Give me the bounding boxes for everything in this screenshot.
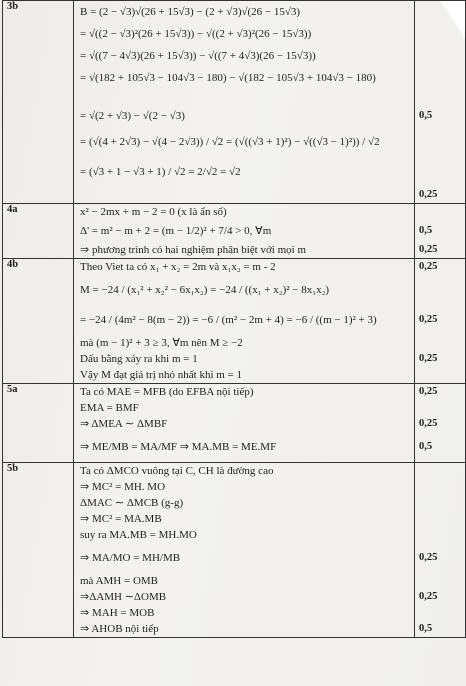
- solution-line: Theo Viet ta có x₁ + x₂ = 2m và x₁x₂ = m - 2: [80, 261, 276, 273]
- row-3b: [3, 1, 466, 204]
- row-4a: [3, 204, 466, 259]
- score-cell: [415, 384, 466, 463]
- solution-line: Ta có ΔMCO vuông tại C, CH là đường cao: [80, 465, 274, 477]
- score-value: 0,25: [419, 314, 438, 325]
- solution-line: [74, 187, 414, 203]
- solution-line: EMA = BMF: [80, 402, 139, 414]
- score-cell: [415, 1, 466, 204]
- solution-line: = √((7 − 4√3)(26 + 15√3)) − √((7 + 4√3)(26 − 15√3)): [80, 50, 316, 62]
- solution-line: suy ra MA.MB = MH.MO: [80, 529, 197, 541]
- solution-line: x² − 2mx + m − 2 = 0 (x là ẩn số): [80, 206, 227, 218]
- row-5a: [3, 384, 466, 463]
- solution-line: = (√3 + 1 − √3 + 1) / √2 = 2/√2 = √2: [80, 166, 241, 178]
- score-cell: [415, 204, 466, 259]
- score-value: [415, 463, 465, 479]
- score-value: [415, 275, 465, 305]
- solution-table: [2, 0, 466, 638]
- solution-line: = √(2 + √3) − √(2 − √3): [80, 110, 185, 122]
- question-label: 4b: [3, 259, 74, 384]
- question-label: 3b: [3, 1, 74, 204]
- solution-line: M = −24 / (x₁² + x₂² − 6x₁x₂) = −24 / ((x₁ + x₂)² − 8x₁x₂): [80, 284, 330, 296]
- score-value: [415, 127, 465, 157]
- solution-line: = √(182 + 105√3 − 104√3 − 180) − √(182 − 105√3 + 104√3 − 180): [80, 72, 376, 84]
- solution-line: mà AMH = OMB: [80, 575, 159, 587]
- solution-cell: [74, 204, 415, 259]
- question-label: 5b: [3, 463, 74, 638]
- solution-line: B = (2 − √3)√(26 + 15√3) − (2 + √3)√(26 − 15√3): [80, 6, 301, 18]
- solution-cell: [74, 463, 415, 638]
- solution-line: ⇒ MAH = MOB: [80, 607, 155, 619]
- score-value: [415, 479, 465, 495]
- solution-cell: [74, 384, 415, 463]
- solution-line: Vậy M đạt giá trị nhỏ nhất khi m = 1: [80, 369, 243, 381]
- score-value: 0,25: [419, 261, 438, 272]
- score-value: 0,5: [419, 441, 433, 452]
- score-value: 0,5: [419, 623, 433, 634]
- score-value: 0,25: [419, 418, 438, 429]
- question-label: 4a: [3, 204, 74, 259]
- solution-table-body: [3, 1, 466, 638]
- score-value: [415, 335, 465, 351]
- solution-line: ⇒ ME/MB = MA/MF ⇒ MA.MB = ME.MF: [80, 441, 277, 453]
- score-cell: [415, 259, 466, 384]
- score-value: 0,25: [419, 189, 438, 200]
- score-value: [415, 573, 465, 589]
- solution-line: ⇒ΔAMH ∼ΔOMB: [80, 591, 167, 603]
- solution-line: = −24 / (4m² − 8(m − 2)) = −6 / (m² − 2m + 4) = −6 / ((m − 1)² + 3): [80, 314, 377, 326]
- solution-cell: [74, 1, 415, 204]
- solution-line: ⇒ phương trình có hai nghiệm phân biệt với mọi m: [80, 244, 307, 256]
- solution-line: ΔMAC ∼ ΔMCB (g-g): [80, 497, 184, 509]
- solution-line: ⇒ MC² = MH. MO: [80, 481, 166, 493]
- score-value: 0,25: [419, 552, 438, 563]
- score-value: 0,5: [419, 110, 433, 121]
- solution-line: ⇒ AHOB nội tiếp: [80, 623, 159, 635]
- score-value: 0,25: [419, 591, 438, 602]
- score-value: [415, 89, 465, 105]
- solution-line: ⇒ MC² = MA.MB: [80, 513, 162, 525]
- score-value: [415, 605, 465, 621]
- question-label: 5a: [3, 384, 74, 463]
- score-value: [415, 367, 465, 383]
- solution-line: Dấu bằng xảy ra khi m = 1: [80, 353, 198, 365]
- solution-line: Δ' = m² − m + 2 = (m − 1/2)² + 7/4 > 0, ∀m: [80, 225, 272, 237]
- solution-line: = (√(4 + 2√3) − √(4 − 2√3)) / √2 = (√((√3 + 1)²) − √((√3 − 1)²)) / √2: [80, 136, 380, 148]
- row-5b: [3, 463, 466, 638]
- score-value: 0,25: [419, 386, 438, 397]
- score-value: [415, 527, 465, 543]
- score-value: [415, 23, 465, 45]
- row-4b: [3, 259, 466, 384]
- score-value: [415, 45, 465, 67]
- score-value: [415, 67, 465, 89]
- score-value: [415, 495, 465, 511]
- score-value: 0,25: [419, 244, 438, 255]
- solution-line: ⇒ ΔMEA ∼ ΔMBF: [80, 418, 168, 430]
- solution-line: ⇒ MA/MO = MH/MB: [80, 552, 181, 564]
- score-value: [415, 1, 465, 23]
- score-value: [415, 400, 465, 416]
- score-value: 0,25: [419, 353, 438, 364]
- solution-line: [74, 89, 414, 105]
- score-value: [415, 204, 465, 220]
- solution-line: Ta có MAE = MFB (do EFBA nội tiếp): [80, 386, 254, 398]
- score-value: [415, 157, 465, 187]
- score-value: 0,5: [419, 225, 433, 236]
- solution-line: = √((2 − √3)²(26 + 15√3)) − √((2 + √3)²(26 − 15√3)): [80, 28, 312, 40]
- score-cell: [415, 463, 466, 638]
- solution-line: mà (m − 1)² + 3 ≥ 3, ∀m nên M ≥ −2: [80, 337, 243, 349]
- score-value: [415, 511, 465, 527]
- solution-cell: [74, 259, 415, 384]
